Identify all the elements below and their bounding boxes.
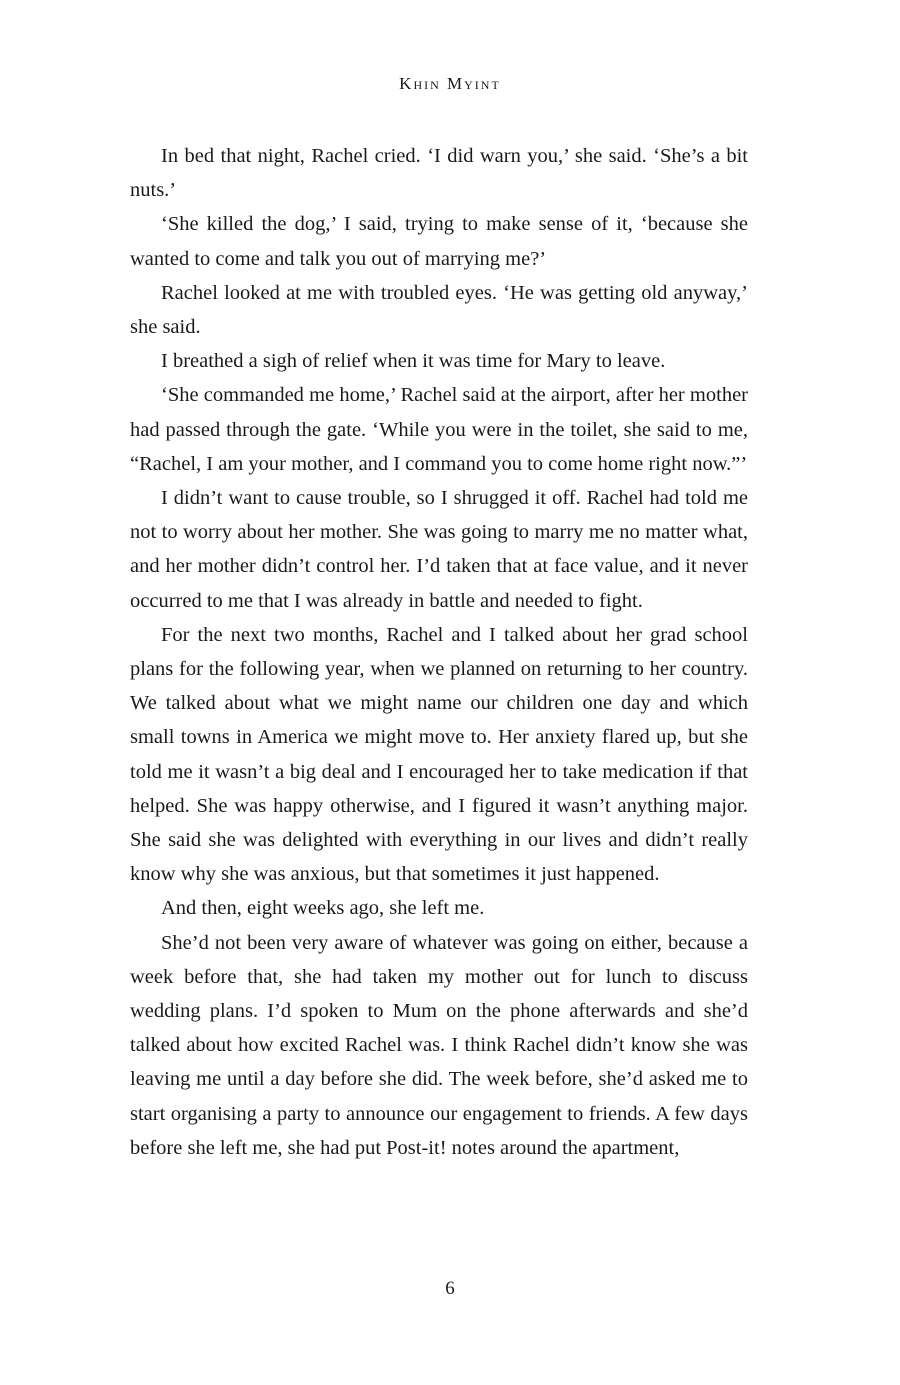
page-number: 6: [445, 1278, 455, 1299]
paragraph: ‘She commanded me home,’ Rachel said at the airport, after her mother had passed through the gate. ‘While you were in the toilet, she said to me, “Rachel, I am your mother, and I command you to come home right now.”’: [130, 384, 748, 475]
body-text: [130, 139, 748, 1165]
paragraph: For the next two months, Rachel and I talked about her grad school plans for the following year, when we planned on returning to her country. We talked about what we might name our children one day and which small towns in America we might move to. Her anxiety flared up, but she told me it wasn’t a big deal and I encouraged her to take medication if that helped. She was happy otherwise, and I figured it wasn’t anything major. She said she was delighted with everything in our lives and didn’t really know why she was anxious, but that sometimes it just happened.: [130, 623, 748, 886]
paragraph: Rachel looked at me with troubled eyes. ‘He was getting old anyway,’ she said.: [130, 281, 748, 339]
running-head: Khin Myint: [399, 74, 501, 93]
paragraph: I didn’t want to cause trouble, so I shrugged it off. Rachel had told me not to worry about her mother. She was going to marry me no matter what, and her mother didn’t control her. I’d taken that at face value, and it never occurred to me that I was already in battle and needed to fight.: [130, 487, 748, 612]
paragraph: And then, eight weeks ago, she left me.: [161, 897, 485, 920]
paragraph: In bed that night, Rachel cried. ‘I did warn you,’ she said. ‘She’s a bit nuts.’: [130, 145, 748, 202]
paragraph: She’d not been very aware of whatever was going on either, because a week before that, she had taken my mother out for lunch to discuss wedding plans. I’d spoken to Mum on the phone afterwards and she’d talked about how excited Rachel was. I think Rachel didn’t know she was leaving me until a day before she did. The week before, she’d asked me to start organising a party to announce our engagement to friends. A few days before she left me, she had put Post-it! notes around the apartment,: [130, 931, 748, 1159]
paragraph: I breathed a sigh of relief when it was time for Mary to leave.: [161, 350, 666, 373]
paragraph: ‘She killed the dog,’ I said, trying to make sense of it, ‘because she wanted to come and talk you out of marrying me?’: [130, 213, 748, 270]
